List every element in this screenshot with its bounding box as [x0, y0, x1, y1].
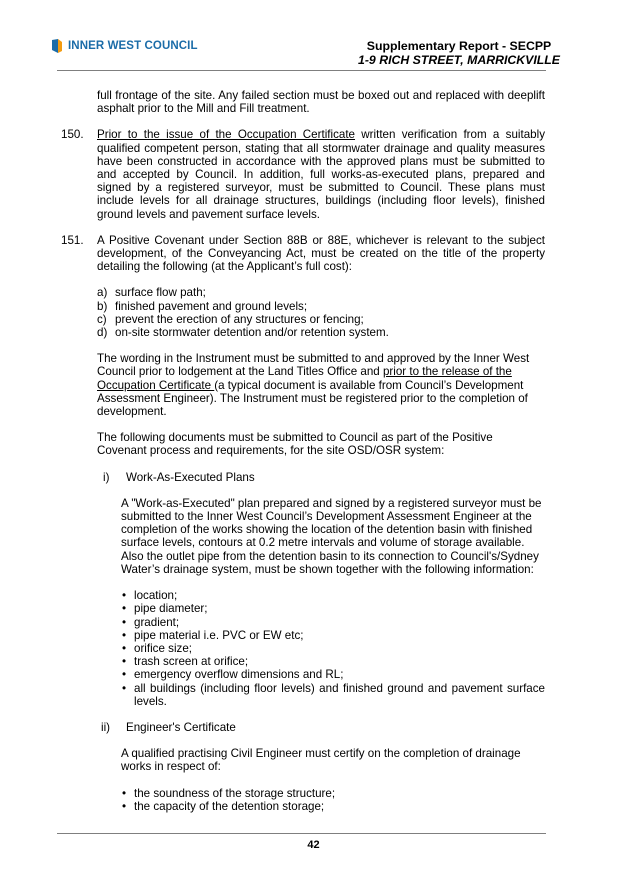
section-ii-body: [97, 747, 545, 813]
header-divider: [57, 70, 546, 71]
bullet-item: • emergency overflow dimensions and RL;: [121, 668, 545, 681]
footer-divider: [57, 833, 546, 834]
bullet-item: • all buildings (including floor levels) and finished ground and pavement surface levels.: [121, 682, 545, 708]
section-i-heading: [97, 471, 545, 484]
documents-intro: The following documents must be submitted to Council as part of the Positive Covenant process and requirements, for the site OSD/OSR system:: [97, 431, 493, 458]
condition-number: 150.: [61, 128, 84, 142]
list-item: [97, 300, 545, 313]
bullet-item: • pipe diameter;: [121, 602, 545, 615]
page-number: 42: [307, 839, 320, 851]
section-ii-heading: [97, 721, 545, 734]
list-item: [97, 313, 545, 326]
report-subtitle: 1-9 RICH STREET, MARRICKVILLE: [358, 53, 560, 67]
bullet-item: • pipe material i.e. PVC or EW etc;: [121, 629, 545, 642]
council-logo: [50, 38, 198, 54]
wording-text-end: (a typical document is available from Council’s Development Assessment Engineer). The Instrument must be registered prior to the completion of development.: [97, 378, 528, 419]
bullet-item: • the soundness of the storage structure;: [121, 787, 545, 800]
list-label: a): [97, 286, 108, 300]
section-title: Engineer's Certificate: [126, 720, 236, 734]
list-text: surface flow path;: [115, 286, 206, 300]
logo-text: INNER WEST COUNCIL: [68, 40, 198, 52]
wording-text: The wording in the Instrument must be submitted to and approved by the Inner West Council prior to lodgement at the Land Titles Office and: [97, 352, 530, 379]
was-info-list: [121, 589, 545, 708]
list-text: prevent the erection of any structures or fencing;: [115, 312, 364, 326]
section-label: ii): [101, 720, 111, 734]
covenant-list: [97, 286, 545, 339]
list-item: [97, 286, 545, 299]
section-i-body: [97, 497, 545, 708]
bullet-item: • location;: [121, 589, 545, 602]
section-label: i): [103, 470, 110, 484]
intro-paragraph: full frontage of the site. Any failed section must be boxed out and replaced with deeplift asphalt prior to the Mill and Fill treatment.: [97, 89, 545, 116]
report-title: Supplementary Report - SECPP: [366, 39, 552, 53]
condition-150-text: [97, 128, 545, 220]
page-body: [61, 89, 545, 813]
bullet-item: • gradient;: [121, 616, 545, 629]
condition-150-body: written verification from a suitably qualified competent person, stating that all stormwater drainage and quality measures have been constructed in accordance with the approved plans must be submitted to and accepted by Council. In addition, full works-as-executed plans, prepared and signed by a registered surveyor, must be submitted to Council. These plans must include levels for all drainage structures, buildings (including floor levels), finished ground levels and pavement surface levels.: [97, 128, 545, 221]
section-i-text: A "Work-as-Executed" plan prepared and signed by a registered surveyor must be submitted to the Inner West Council’s Development Assessment Engineer at the completion of the works showing the location of the detention basin with finished surface levels, contours at 0.2 metre intervals and volume of storage available. Also the outlet pipe from the detention basin to its connection to Council's/Sydney Water’s drainage system, must be shown together with the following information:: [121, 496, 542, 576]
condition-151-text: A Positive Covenant under Section 88B or 88E, whichever is relevant to the subject development, of the Conveyancing Act, must be created on the title of the property detailing the following (at the Applicant’s full cost):: [97, 233, 545, 274]
list-label: c): [97, 312, 107, 326]
bullet-item: • the capacity of the detention storage;: [121, 800, 545, 813]
list-text: finished pavement and ground levels;: [115, 299, 308, 313]
report-header: [358, 39, 560, 67]
bullet-item: • trash screen at orifice;: [121, 655, 545, 668]
list-label: b): [97, 299, 108, 313]
condition-150: [61, 128, 545, 221]
condition-150-underlined: Prior to the issue of the Occupation Certificate: [97, 128, 356, 142]
wording-underlined: prior to the release of the Occupation Certificate: [97, 365, 512, 392]
condition-151: [61, 233, 545, 274]
wording-paragraph: [97, 352, 545, 418]
section-title: Work-As-Executed Plans: [126, 470, 255, 484]
council-logo-icon: [50, 38, 64, 54]
bullet-item: • orifice size;: [121, 642, 545, 655]
condition-number: 151.: [61, 233, 84, 247]
list-item: [97, 326, 545, 339]
certificate-list: [121, 787, 545, 813]
section-ii-text: A qualified practising Civil Engineer must certify on the completion of drainage works in respect of:: [121, 747, 521, 774]
list-text: on-site stormwater detention and/or retention system.: [115, 326, 389, 340]
list-label: d): [97, 326, 108, 340]
